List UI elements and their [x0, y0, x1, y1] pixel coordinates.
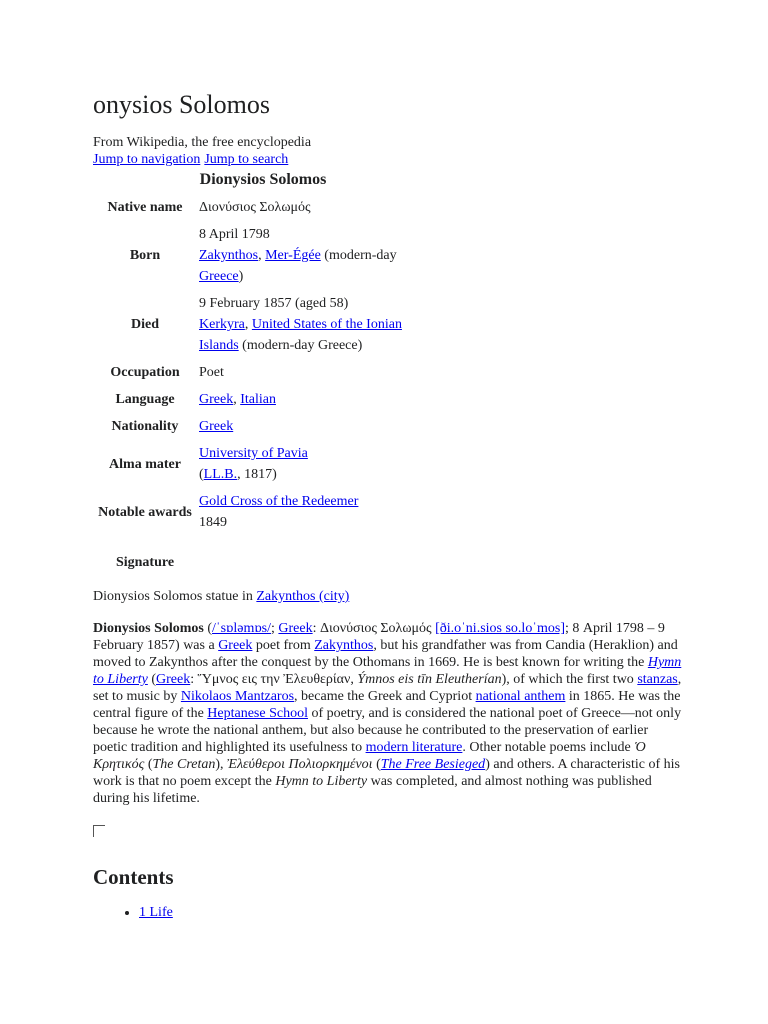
zakynthos-city-link[interactable]: Zakynthos (city) — [256, 589, 350, 604]
language-italian-link[interactable]: Italian — [240, 392, 276, 407]
lead-text-1: ; 8 April 1798 – 9 February 1857) was a — [93, 621, 665, 653]
died-date: 9 February 1857 (aged 58) — [199, 296, 349, 311]
infobox-caption: Dionysios Solomos — [199, 171, 327, 188]
statue-caption-text: Dionysios Solomos statue in — [93, 589, 257, 604]
greek-language-link-2[interactable]: Greek — [156, 672, 191, 687]
heptanese-school-link[interactable]: Heptanese School — [207, 706, 308, 721]
besieged-greek-title: Ἐλεύθεροι Πολιορκημένοι — [227, 757, 373, 772]
born-place-zakynthos-link[interactable]: Zakynthos — [199, 248, 259, 263]
occupation-label: Occupation — [110, 365, 180, 380]
alma-mater-year: , 1817) — [237, 467, 277, 482]
language-value: Greek, Italian — [199, 392, 276, 407]
born-place-mer-egee-link[interactable]: Mer-Égée — [265, 248, 321, 263]
infobox-row-awards — [93, 488, 433, 536]
jump-to-search-link[interactable]: Jump to search — [204, 152, 289, 167]
infobox-row-signature — [93, 536, 433, 574]
zakynthos-link[interactable]: Zakynthos — [314, 638, 374, 653]
infobox-row-alma-mater — [93, 440, 433, 488]
infobox-row-born — [93, 221, 433, 290]
modern-literature-link[interactable]: modern literature — [365, 740, 463, 755]
hymn-greek-title: Ὕμνος εις την Ἐλευθερίαν, — [197, 672, 354, 687]
native-name-label: Native name — [107, 200, 183, 215]
nationality-greek-link[interactable]: Greek — [199, 419, 234, 434]
lead-text-9: . Other notable poems include — [462, 740, 635, 755]
lead-text-5: , set to music by — [93, 672, 682, 704]
greek-people-link[interactable]: Greek — [218, 638, 253, 653]
cretan-title: The Cretan — [152, 757, 216, 772]
contents-heading: Contents — [93, 865, 174, 889]
born-value: 8 April 1798 Zakynthos, Mer-Égée (modern-day Greece) — [199, 227, 397, 284]
awards-value — [197, 488, 433, 536]
cretan-greek-title: Ὁ Κρητικός — [93, 740, 646, 772]
infobox-row-occupation — [93, 359, 433, 386]
hymn-title-2: Hymn to Liberty — [275, 774, 368, 789]
free-besieged-link[interactable] — [381, 757, 485, 772]
toc-link-life[interactable]: 1 Life — [139, 905, 173, 920]
toc-item — [139, 903, 683, 923]
page-title: onysios Solomos — [93, 90, 270, 119]
jump-links — [93, 151, 683, 169]
university-of-pavia-link[interactable]: University of Pavia — [199, 446, 308, 461]
lead-text-7: in 1865. He was the central figure of the — [93, 689, 681, 721]
infobox-row-language — [93, 386, 433, 413]
nationality-value — [197, 413, 433, 440]
signature-value — [197, 536, 433, 574]
awards-label: Notable awards — [98, 504, 192, 520]
hymn-transliteration: Ýmnos eis tīn Eleutherían — [357, 672, 502, 687]
lead-text-8: of poetry, and is considered the national poet of Greece—not only because he wrote the national anthem, but also because he contributed to the preservation of earlier poetic tradition and highlighted its usefulness to — [93, 706, 682, 755]
stanzas-link[interactable]: stanzas — [637, 672, 678, 687]
subject-name: Dionysios Solomos — [93, 621, 204, 636]
statue-caption — [93, 588, 683, 606]
occupation-value: Poet — [199, 365, 224, 380]
free-besieged-title: The Free Besieged — [380, 757, 486, 772]
died-value: 9 February 1857 (aged 58) Kerkyra, United States of the Ionian Islands (modern-day Greece) — [199, 296, 402, 353]
ipa-link[interactable]: /ˈsɒləmɒs/ — [212, 621, 272, 636]
died-note: (modern-day Greece) — [242, 338, 363, 353]
lead-text-2: poet from — [252, 638, 315, 653]
born-note: (modern-day — [324, 248, 397, 263]
nikolaos-mantzaros-link[interactable]: Nikolaos Mantzaros — [180, 689, 295, 704]
alma-mater-value: University of Pavia (LL.B., 1817) — [199, 446, 308, 482]
lead-text-10: and others. A characteristic of his work is that no poem except the — [93, 757, 680, 789]
born-country-link[interactable]: Greece — [199, 269, 239, 284]
born-date: 8 April 1798 — [199, 227, 270, 242]
infobox — [93, 169, 433, 574]
site-subtitle: From Wikipedia, the free encyclopedia — [93, 135, 312, 150]
image-placeholder-icon[interactable] — [93, 825, 105, 837]
ipa-greek-link[interactable]: [ði.oˈni.sios so.loˈmos] — [435, 621, 565, 636]
nationality-label: Nationality — [111, 419, 179, 434]
language-label: Language — [115, 392, 175, 407]
died-label: Died — [131, 317, 159, 332]
lead-text-4: ), of which the first two — [501, 672, 638, 687]
table-of-contents — [93, 903, 683, 923]
language-greek-link[interactable]: Greek — [199, 392, 234, 407]
lead-paragraph: Dionysios Solomos (/ˈsɒləmɒs/; Greek: Διονύσιος Σολωμός [ði.oˈni.sios so.loˈmos]; 8 April 1798 – 9 February 1857) was a Greek poet from Zakynthos, but his grandfather was from Candia (Heraklion) and moved to Zakynthos after the conquest by the Othomans in 1669. He is best known for writing the Hymn to Liberty (Greek: Ὕμνος εις την Ἐλευθερίαν, Ýmnos eis tīn Eleutherían), of which the first two stanzas, set to music by Nikolaos Mantzaros, became the Greek and Cypriot national anthem in 1865. He was the central figure of the Heptanese School of poetry, and is considered the national poet of Greece—not only because he wrote the national anthem, but also because he contributed to the preservation of earlier poetic tradition and highlighted its usefulness to modern literature. Other notable poems include Ὁ Κρητικός (The Cretan), Ἐλεύθεροι Πολιορκημένοι (The Free Besieged) and others. A characteristic of his work is that no poem except the Hymn to Liberty was completed, and almost nothing was published during his lifetime. — [93, 621, 682, 806]
died-place-kerkyra-link[interactable]: Kerkyra — [199, 317, 245, 332]
gold-cross-link[interactable]: Gold Cross of the Redeemer — [199, 494, 359, 509]
jump-to-navigation-link[interactable]: Jump to navigation — [93, 152, 201, 167]
native-name-value: Διονύσιος Σολωμός — [199, 200, 311, 215]
alma-mater-label: Alma mater — [109, 456, 181, 472]
signature-label: Signature — [115, 555, 175, 570]
infobox-row-died — [93, 290, 433, 359]
lead-text-6: , became the Greek and Cypriot — [294, 689, 476, 704]
died-place-ionian-islands-link[interactable]: United States of the Ionian Islands — [199, 317, 402, 353]
infobox-row-nationality — [93, 413, 433, 440]
lead-text-11: was completed, and almost nothing was published during his lifetime. — [93, 774, 652, 806]
hymn-title: Hymn to Liberty — [93, 655, 682, 687]
greek-name: Διονύσιος Σολωμός — [320, 621, 432, 636]
llb-link[interactable]: LL.B. — [203, 467, 238, 482]
awards-year: 1849 — [199, 515, 227, 530]
greek-language-link[interactable]: Greek — [278, 621, 313, 636]
article — [93, 86, 683, 923]
lead-text-3: , but his grandfather was from Candia (Heraklion) and moved to Zakynthos after the conquest by the Othomans in 1669. He is best known for writing the — [93, 638, 678, 670]
infobox-row-native-name — [93, 194, 433, 221]
born-label: Born — [129, 248, 161, 263]
national-anthem-link[interactable]: national anthem — [475, 689, 566, 704]
